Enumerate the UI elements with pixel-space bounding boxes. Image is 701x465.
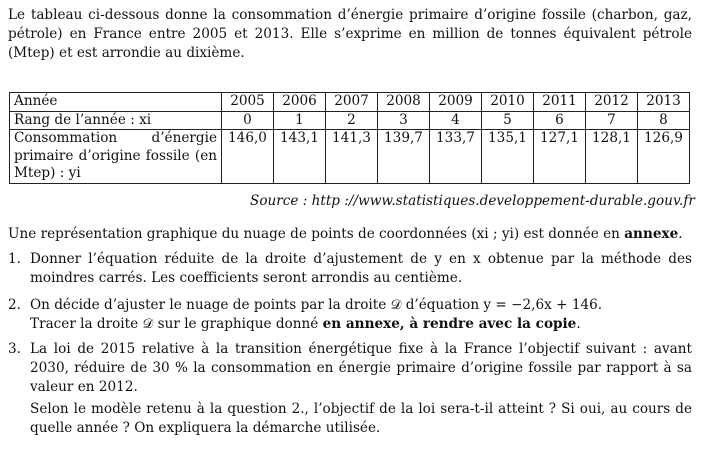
question-2-line-2 <box>30 315 692 334</box>
cell-year: 2013 <box>638 93 690 112</box>
cell-year: 2006 <box>274 93 326 112</box>
lead-sentence <box>8 225 692 244</box>
cell-consumption: 143,1 <box>274 130 326 184</box>
question-number: 2. <box>8 297 21 313</box>
question-1 <box>8 250 692 288</box>
cell-consumption: 127,1 <box>534 130 586 184</box>
cell-year: 2011 <box>534 93 586 112</box>
cell-consumption: 146,0 <box>222 130 274 184</box>
question-2-end: . <box>576 316 581 332</box>
row-label-consumption: Consommation d’énergie primaire d’origine fossile (en Mtep) : yi <box>10 130 222 184</box>
cell-rank: 4 <box>430 111 482 130</box>
question-2-text: Tracer la droite 𝒟 sur le graphique donné <box>30 316 323 332</box>
table-row-consumption <box>10 130 690 184</box>
cell-consumption: 128,1 <box>586 130 638 184</box>
cell-year: 2005 <box>222 93 274 112</box>
question-number: 1. <box>8 251 21 267</box>
cell-rank: 0 <box>222 111 274 130</box>
cell-year: 2008 <box>378 93 430 112</box>
cell-consumption: 139,7 <box>378 130 430 184</box>
question-2 <box>8 296 692 334</box>
consumption-table <box>9 92 690 184</box>
lead-end: . <box>678 226 683 242</box>
cell-rank: 8 <box>638 111 690 130</box>
table-row-years <box>10 93 690 112</box>
cell-rank: 1 <box>274 111 326 130</box>
question-3 <box>8 340 692 438</box>
cell-consumption: 126,9 <box>638 130 690 184</box>
cell-year: 2009 <box>430 93 482 112</box>
cell-rank: 2 <box>326 111 378 130</box>
cell-year: 2012 <box>586 93 638 112</box>
question-number: 3. <box>8 341 21 357</box>
annexe-link-text: annexe <box>624 226 679 242</box>
cell-year: 2007 <box>326 93 378 112</box>
source-citation: Source : http ://www.statistiques.developpement-durable.gouv.fr <box>250 193 695 209</box>
lead-text: Une représentation graphique du nuage de points de coordonnées (xi ; yi) est donnée en <box>8 226 625 242</box>
question-2-bold-text: en annexe, à rendre avec la copie <box>322 316 577 332</box>
question-2-line-1: On décide d’ajuster le nuage de points par la droite 𝒟 d’équation y = −2,6x + 146. <box>30 297 603 313</box>
row-label-year: Année <box>10 93 222 112</box>
cell-rank: 3 <box>378 111 430 130</box>
row-label-rank: Rang de l’année : xi <box>10 111 222 130</box>
cell-year: 2010 <box>482 93 534 112</box>
cell-rank: 6 <box>534 111 586 130</box>
intro-paragraph: Le tableau ci-dessous donne la consommation d’énergie primaire d’origine fossile (charbon, gaz, pétrole) en France entre 2005 et 2013. Elle s’exprime en million de tonnes équivalent pétrole (Mtep) et est arrondie au dixième. <box>8 7 692 61</box>
question-3-paragraph-2: Selon le modèle retenu à la question 2., l’objectif de la loi sera-t-il atteint ? Si oui, au cours de quelle année ? On expliquera la démarche utilisée. <box>30 401 692 436</box>
cell-consumption: 133,7 <box>430 130 482 184</box>
question-1-text: Donner l’équation réduite de la droite d’ajustement de y en x obtenue par la méthode des moindres carrés. Les coefficients seront arrondis au centième. <box>30 251 692 286</box>
cell-consumption: 141,3 <box>326 130 378 184</box>
cell-rank: 5 <box>482 111 534 130</box>
cell-consumption: 135,1 <box>482 130 534 184</box>
table-row-ranks <box>10 111 690 130</box>
question-3-paragraph-1: La loi de 2015 relative à la transition énergétique fixe à la France l’objectif suivant : avant 2030, réduire de 30 % la consommation en énergie primaire d’origine fossile par rapport à sa valeur en 2012. <box>30 341 692 395</box>
cell-rank: 7 <box>586 111 638 130</box>
